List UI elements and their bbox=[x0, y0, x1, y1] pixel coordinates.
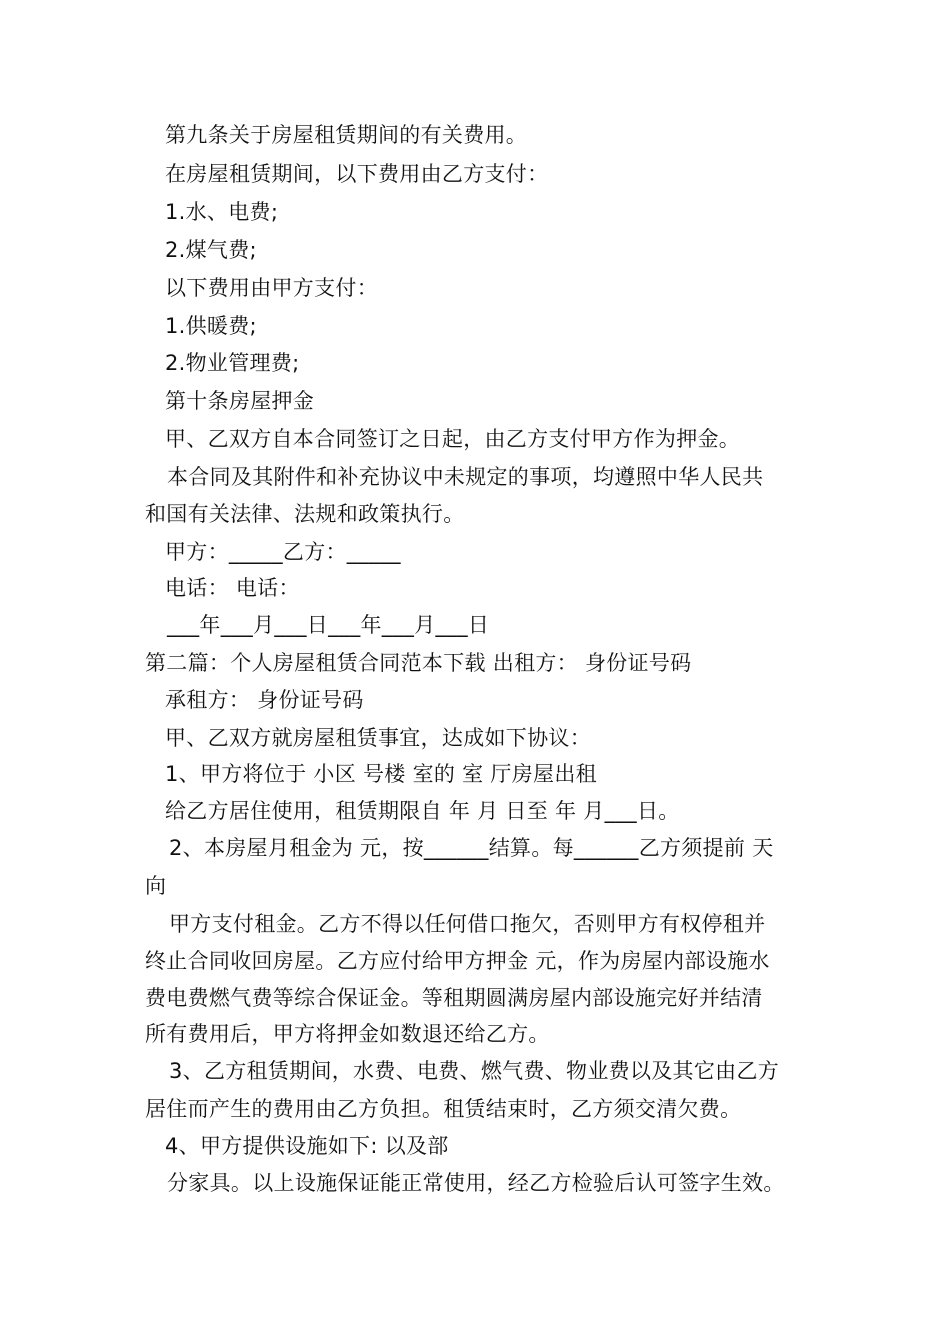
text-line: 向 bbox=[145, 874, 167, 898]
text-line: 分家具。以上设施保证能正常使用，经乙方检验后认可签字生效。 bbox=[167, 1171, 785, 1195]
text-line: 所有费用后，甲方将押金如数退还给乙方。 bbox=[145, 1022, 550, 1046]
text-line: 在房屋租赁期间，以下费用由乙方支付： bbox=[165, 162, 549, 186]
text-line: ___年___月___日___年___月___日 bbox=[167, 613, 490, 637]
text-line: 终止合同收回房屋。乙方应付给甲方押金 元，作为房屋内部设施水 bbox=[145, 949, 770, 973]
text-line: 甲方：_____乙方：_____ bbox=[165, 540, 401, 564]
text-line: 以下费用由甲方支付： bbox=[165, 276, 378, 300]
text-line: 甲、乙双方就房屋租赁事宜，达成如下协议： bbox=[165, 726, 591, 750]
text-line: 甲、乙双方自本合同签订之日起，由乙方支付甲方作为押金。 bbox=[165, 427, 741, 451]
text-line: 费电费燃气费等综合保证金。等租期圆满房屋内部设施完好并结清 bbox=[145, 986, 763, 1010]
text-line: 居住而产生的费用由乙方负担。租赁结束时，乙方须交清欠费。 bbox=[145, 1097, 742, 1121]
text-line: 2、本房屋月租金为 元，按______结算。每______乙方须提前 天 bbox=[169, 836, 774, 860]
text-line: 2.煤气费; bbox=[165, 238, 257, 262]
text-line: 1.水、电费; bbox=[165, 200, 279, 224]
text-line: 甲方支付租金。乙方不得以任何借口拖欠，否则甲方有权停租并 bbox=[169, 912, 766, 936]
text-line: 1.供暖费; bbox=[165, 314, 257, 338]
text-line: 本合同及其附件和补充协议中未规定的事项，均遵照中华人民共 bbox=[167, 465, 764, 489]
text-line: 2.物业管理费; bbox=[165, 351, 300, 375]
text-line: 4、甲方提供设施如下: 以及部 bbox=[165, 1134, 449, 1158]
text-line: 和国有关法律、法规和政策执行。 bbox=[145, 502, 465, 526]
text-line: 1、甲方将位于 小区 号楼 室的 室 厅房屋出租 bbox=[165, 762, 597, 786]
text-line: 电话： 电话： bbox=[165, 576, 300, 600]
text-line: 第九条关于房屋租赁期间的有关费用。 bbox=[165, 123, 528, 147]
text-line: 第十条房屋押金 bbox=[165, 389, 315, 413]
text-line: 承租方： 身份证号码 bbox=[165, 688, 364, 712]
text-line: 第二篇：个人房屋租赁合同范本下载 出租方： 身份证号码 bbox=[145, 651, 692, 675]
text-line: 给乙方居住使用，租赁期限自 年 月 日至 年 月___日。 bbox=[165, 799, 680, 823]
text-line: 3、乙方租赁期间，水费、电费、燃气费、物业费以及其它由乙方 bbox=[169, 1059, 780, 1083]
